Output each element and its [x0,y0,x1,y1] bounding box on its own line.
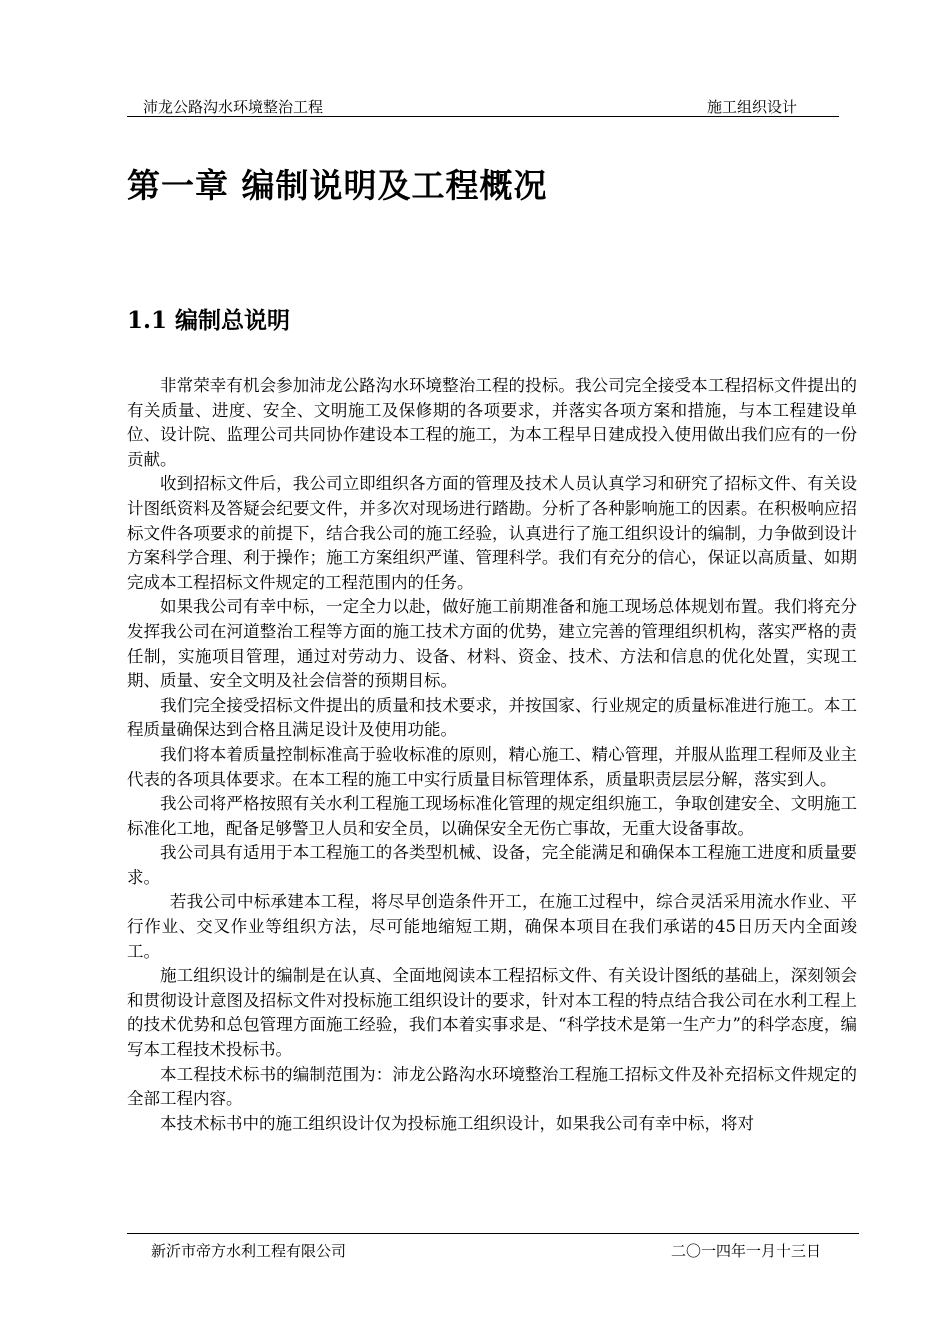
paragraph: 如果我公司有幸中标，一定全力以赴，做好施工前期准备和施工现场总体规划布置。我们将充分发挥我公司在河道整治工程等方面的施工技术方面的优势，建立完善的管理组织机构，落实严格的责任制，实施项目管理，通过对劳动力、设备、材料、资金、技术、方法和信息的优化处置，实现工期、质量、安全文明及社会信誉的预期目标。 [127,597,857,691]
header-project-name: 沛龙公路沟水环境整治工程 [143,98,324,116]
page-header [127,96,839,117]
paragraph: 收到招标文件后，我公司立即组织各方面的管理及技术人员认真学习和研究了招标文件、有关设计图纸资料及答疑会纪要文件，并多次对现场进行踏勘。分析了各种影响施工的因素。在积极响应招标文件各项要求的前提下，结合我公司的施工经验，认真进行了施工组织设计的编制，力争做到设计方案科学合理、利于操作；施工方案组织严谨、管理科学。我们有充分的信心，保证以高质量、如期完成本工程招标文件规定的工程范围内的任务。 [127,474,857,592]
footer-date: 二〇一四年一月十三日 [670,1242,821,1260]
paragraph: 本工程技术标书的编制范围为：沛龙公路沟水环境整治工程施工招标文件及补充招标文件规定的全部工程内容。 [127,1064,857,1109]
footer-company: 新沂市帝方水利工程有限公司 [151,1242,347,1260]
section-title: 1.1 编制总说明 [127,307,291,334]
paragraph: 施工组织设计的编制是在认真、全面地阅读本工程招标文件、有关设计图纸的基础上，深刻领会和贯彻设计意图及招标文件对投标施工组织设计的要求，针对本工程的特点结合我公司在水利工程上的技术优势和总包管理方面施工经验，我们本着实事求是、“科学技术是第一生产力”的科学态度，编写本工程技术投标书。 [127,966,857,1060]
body-text [127,374,857,1136]
chapter-title: 第一章 编制说明及工程概况 [127,166,548,205]
paragraph: 我们将本着质量控制标准高于验收标准的原则，精心施工、精心管理，并服从监理工程师及业主代表的各项具体要求。在本工程的施工中实行质量目标管理体系，质量职责层层分解，落实到人。 [127,744,857,789]
header-doc-type: 施工组织设计 [706,98,797,116]
paragraph: 我公司具有适用于本工程施工的各类型机械、设备，完全能满足和确保本工程施工进度和质量要求。 [127,843,857,887]
paragraph: 我们完全接受招标文件提出的质量和技术要求，并按国家、行业规定的质量标准进行施工。本工程质量确保达到合格且满足设计及使用功能。 [127,695,857,740]
page-footer [127,1233,859,1258]
paragraph: 本技术标书中的施工组织设计仅为投标施工组织设计，如果我公司有幸中标，将对 [160,1113,754,1133]
paragraph: 非常荣幸有机会参加沛龙公路沟水环境整治工程的投标。我公司完全接受本工程招标文件提出的有关质量、进度、安全、文明施工及保修期的各项要求，并落实各项方案和措施，与本工程建设单位、设计院、监理公司共同协作建设本工程的施工，为本工程早日建成投入使用做出我们应有的一份贡献。 [127,376,857,469]
paragraph: 我公司将严格按照有关水利工程施工现场标准化管理的规定组织施工，争取创建安全、文明施工标准化工地，配备足够警卫人员和安全员，以确保安全无伤亡事故，无重大设备事故。 [127,794,857,838]
paragraph: 若我公司中标承建本工程，将尽早创造条件开工，在施工过程中，综合灵活采用流水作业、平行作业、交叉作业等组织方法，尽可能地缩短工期，确保本项目在我们承诺的45日历天内全面竣工。 [127,892,857,961]
